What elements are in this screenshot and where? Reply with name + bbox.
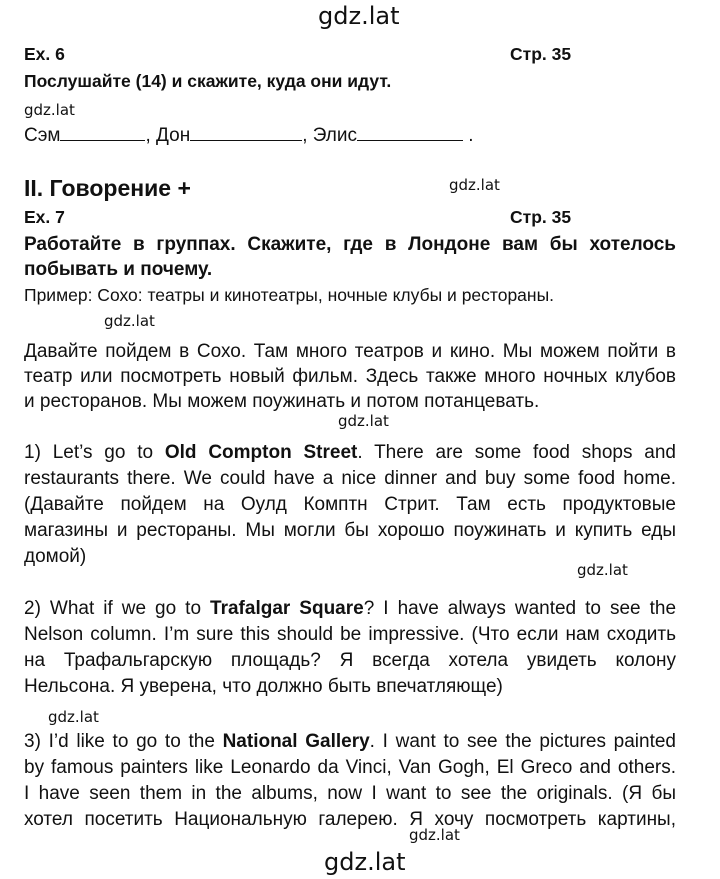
answer-line: домой) [24, 546, 87, 567]
page-number: Стр. 35 [510, 207, 572, 227]
name-label: , Элис [302, 125, 357, 146]
text: 2) What if we go to [24, 598, 211, 619]
answer-line: I have seen them in the albums, now I want to see the originals. (Я бы [24, 783, 676, 804]
exercise-task-line: Работайте в группах. Скажите, где в Лондоне вам бы хотелось [24, 234, 676, 255]
answer-blank[interactable] [60, 122, 145, 141]
watermark: gdz.lat [409, 826, 460, 844]
answer-item-1-first-line [24, 440, 676, 466]
place-name: National Gallery [222, 731, 370, 752]
text: 1) Let’s go to [24, 442, 165, 463]
section-title: II. Говорение + [24, 175, 191, 201]
answer-item-2-first-line [24, 596, 676, 622]
exercise-label: Ex. 6 [24, 44, 65, 64]
example-text-line: и ресторанов. Мы можем поужинать и потом потанцевать. [24, 391, 540, 412]
exercise-task-line: побывать и почему. [24, 259, 213, 280]
text: ? I have always wanted to see the [363, 598, 677, 619]
watermark: gdz.lat [48, 708, 99, 726]
text: 3) I’d like to go to the [24, 731, 223, 752]
text: . I want to see the pictures painted [369, 731, 676, 752]
answer-line: (Давайте пойдем на Оулд Комптн Стрит. Там есть продуктовые [24, 494, 676, 515]
answer-line: restaurants there. We could have a nice dinner and buy some food home. [24, 468, 676, 489]
page-number: Стр. 35 [510, 44, 572, 64]
watermark: gdz.lat [104, 312, 155, 330]
watermark: gdz.lat [449, 176, 500, 194]
text: . There are some food shops and [357, 442, 676, 463]
answer-blank[interactable] [357, 122, 463, 141]
watermark: gdz.lat [577, 561, 628, 579]
name-label: . [462, 125, 474, 146]
name-label: , Дон [145, 125, 191, 146]
watermark-top: gdz.lat [318, 2, 400, 30]
example-text-line: театр или посмотреть новый фильм. Здесь также много ночных клубов [24, 366, 676, 387]
answer-line: Nelson column. I’m sure this should be impressive. (Что если нам сходить [24, 624, 676, 645]
answer-line: на Трафальгарскую площадь? Я всегда хотела увидеть колону [24, 650, 676, 671]
fill-in-names [24, 122, 474, 147]
answer-line: by famous painters like Leonardo da Vinci, Van Gogh, El Greco and others. [24, 757, 676, 778]
exercise-task: Послушайте (14) и скажите, куда они идут. [24, 71, 392, 91]
place-name: Trafalgar Square [210, 598, 364, 619]
name-label: Сэм [24, 125, 61, 146]
watermark: gdz.lat [338, 412, 389, 430]
answer-blank[interactable] [190, 122, 302, 141]
example-text-line: Давайте пойдем в Сохо. Там много театров и кино. Мы можем пойти в [24, 341, 676, 362]
example-prompt: Пример: Сохо: театры и кинотеатры, ночные клубы и рестораны. [24, 285, 555, 305]
answer-line: Нельсона. Я уверена, что должно быть впечатляюще) [24, 676, 503, 697]
watermark-bottom: gdz.lat [324, 848, 406, 876]
place-name: Old Compton Street [164, 442, 358, 463]
exercise-label: Ex. 7 [24, 207, 65, 227]
answer-item-3-first-line [24, 729, 676, 755]
answer-line: хотел посетить Национальную галерею. Я хочу посмотреть картины, [24, 809, 676, 830]
answer-line: магазины и рестораны. Мы могли бы хорошо поужинать и купить еды [24, 520, 676, 541]
watermark: gdz.lat [24, 101, 75, 119]
